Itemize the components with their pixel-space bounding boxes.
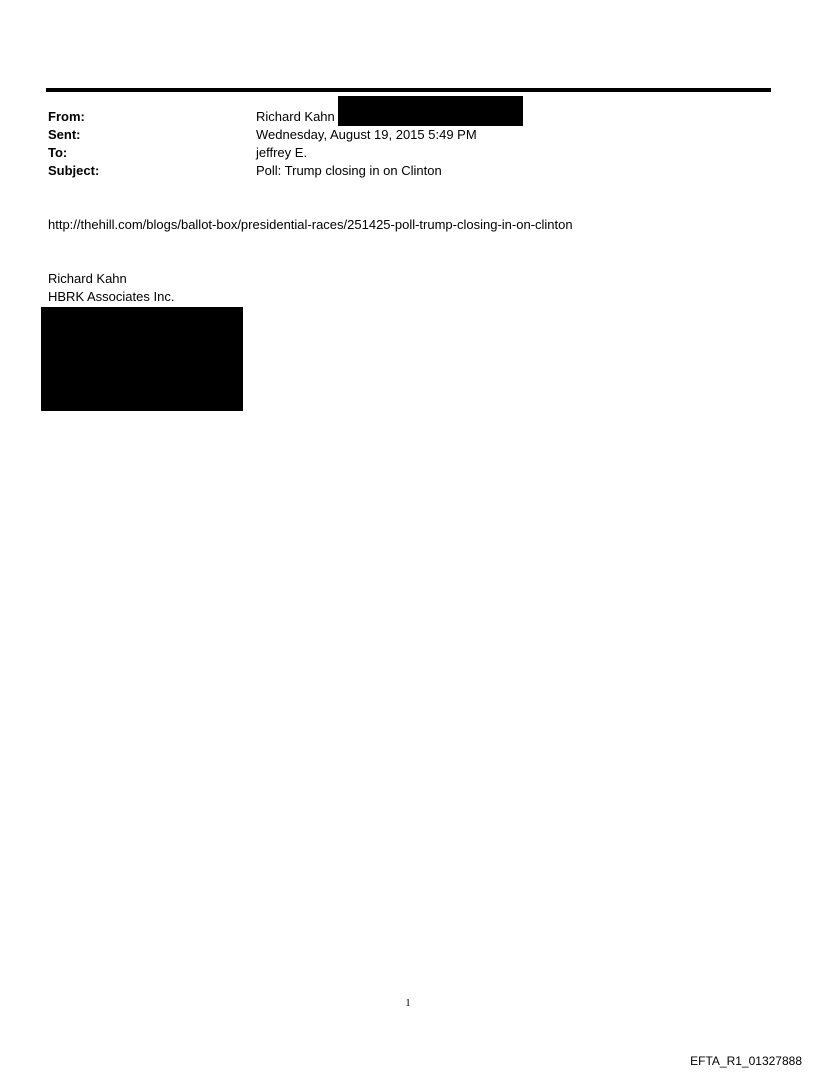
redaction-block-sender-email	[338, 96, 523, 126]
header-divider	[46, 88, 771, 92]
signature-company: HBRK Associates Inc.	[48, 289, 175, 304]
article-link[interactable]: http://thehill.com/blogs/ballot-box/presidential-races/251425-poll-trump-closing-in-on-clinton	[48, 217, 573, 232]
to-label: To:	[48, 145, 68, 160]
from-value: Richard Kahn	[256, 109, 335, 124]
page-number: 1	[405, 997, 411, 1009]
to-row	[48, 144, 748, 162]
subject-label: Subject:	[48, 163, 100, 178]
document-id: EFTA_R1_01327888	[690, 1054, 802, 1068]
sent-value: Wednesday, August 19, 2015 5:49 PM	[256, 127, 477, 142]
to-value: jeffrey E.	[256, 145, 308, 160]
signature-name: Richard Kahn	[48, 271, 127, 286]
sent-row	[48, 126, 748, 144]
subject-value: Poll: Trump closing in on Clinton	[256, 163, 442, 178]
sent-label: Sent:	[48, 127, 81, 142]
from-label: From:	[48, 109, 85, 124]
subject-row	[48, 162, 748, 180]
redaction-block-signature-details	[41, 307, 243, 411]
